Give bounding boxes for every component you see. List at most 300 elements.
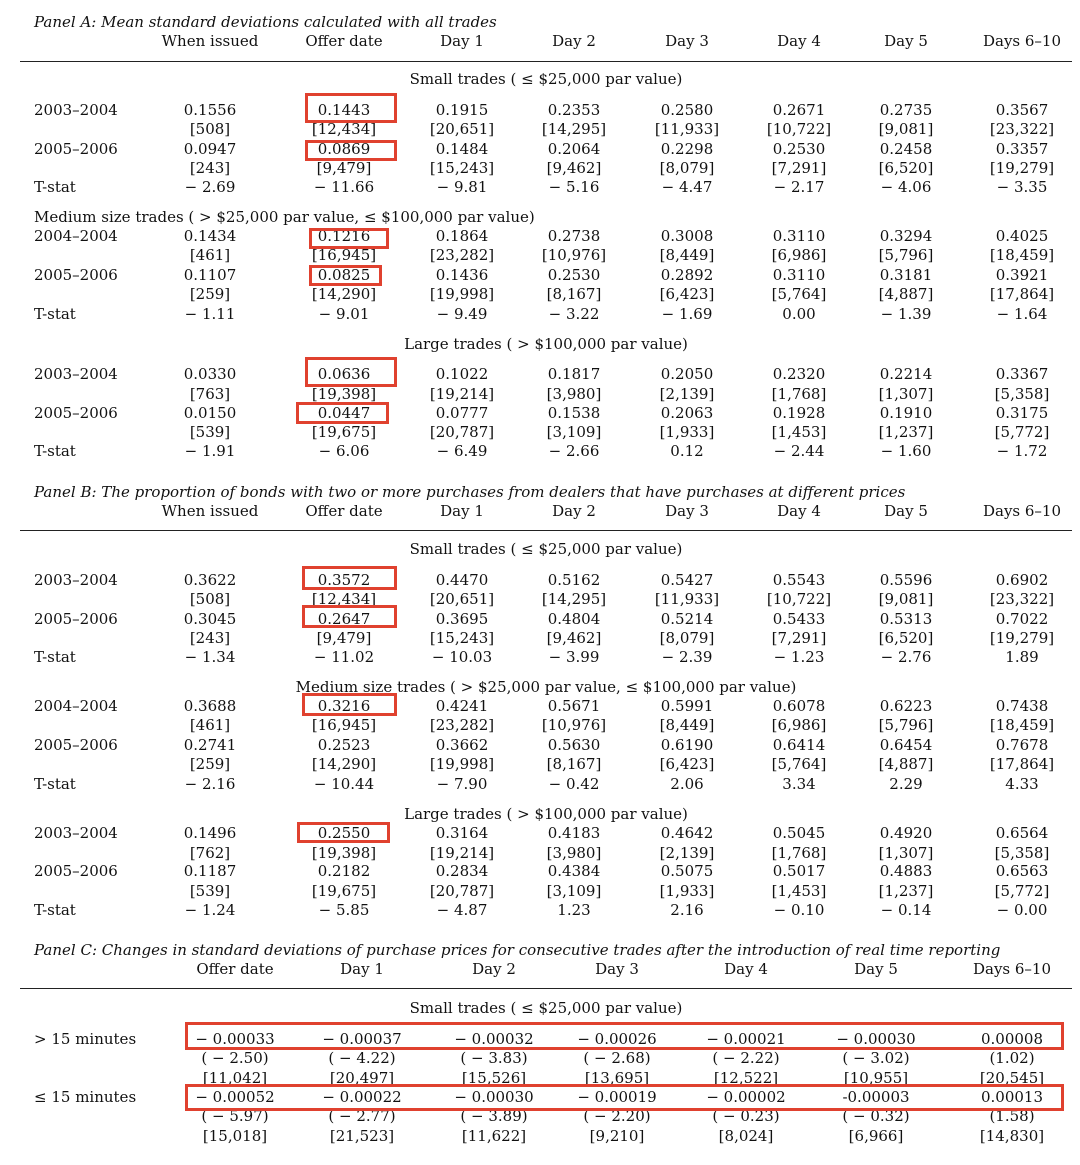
panel-a-cell: 0.0447 [317, 404, 371, 422]
panel-b-cell: [14,290] [311, 755, 377, 773]
panel-a-cell: [11,933] [654, 120, 720, 138]
panel-b-cell: 0.3216 [317, 697, 371, 715]
panel-b-cell: 0.4241 [435, 697, 489, 715]
panel-b-cell: [4,887] [878, 755, 934, 773]
panel-a-cell: [20,651] [429, 120, 495, 138]
panel-c-cell: ( − 2.22) [712, 1049, 780, 1067]
panel-b-cell: 0.5630 [547, 736, 601, 754]
panel-b-cell: 0.5991 [660, 697, 714, 715]
panel-b-row-label: 2005–2006 [34, 736, 118, 754]
panel-a-row-label: 2005–2006 [34, 140, 118, 158]
panel-b-title: Panel B: The proportion of bonds with two or more purchases from dealers that have purchases at different prices [34, 483, 906, 501]
panel-b-cell: 2.29 [889, 775, 923, 793]
panel-a-cell: [3,980] [546, 385, 602, 403]
panel-b-cell: [2,139] [659, 844, 715, 862]
highlight-box [185, 1022, 1064, 1050]
panel-a-cell: 0.1864 [435, 227, 489, 245]
panel-a-cell: 0.1538 [547, 404, 601, 422]
panel-b-cell: 0.6078 [772, 697, 826, 715]
panel-a-cell: 0.00 [782, 305, 816, 323]
panel-b-cell: 0.3164 [435, 824, 489, 842]
panel-b-cell: [10,976] [541, 716, 607, 734]
panel-b-cell: [5,358] [994, 844, 1050, 862]
panel-c-cell: ( − 2.77) [328, 1107, 396, 1125]
panel-a-cell: 0.0330 [183, 365, 237, 383]
panel-b-cell: − 0.00 [996, 901, 1048, 919]
panel-a-cell: [23,282] [429, 246, 495, 264]
panel-b-cell: [11,933] [654, 590, 720, 608]
panel-a-cell: [23,322] [989, 120, 1055, 138]
panel-a-cell: [5,358] [994, 385, 1050, 403]
panel-b-cell: 0.7438 [995, 697, 1049, 715]
panel-a-cell: − 3.35 [996, 178, 1048, 196]
panel-a-cell: − 6.06 [318, 442, 370, 460]
panel-a-cell: 0.0947 [183, 140, 237, 158]
panel-a-cell: [2,139] [659, 385, 715, 403]
panel-b-cell: [9,081] [878, 590, 934, 608]
panel-a-cell: − 2.44 [773, 442, 825, 460]
panel-c-cell: − 0.00022 [322, 1088, 402, 1106]
panel-a-cell: 0.1915 [435, 101, 489, 119]
panel-a-cell: 0.1022 [435, 365, 489, 383]
panel-c-cell: ( − 3.83) [460, 1049, 528, 1067]
panel-a-header-1: Offer date [305, 32, 383, 50]
panel-b-cell: 0.6902 [995, 571, 1049, 589]
panel-b-cell: 0.2834 [435, 862, 489, 880]
panel-a-header-0: When issued [161, 32, 259, 50]
panel-c-cell: ( − 4.22) [328, 1049, 396, 1067]
panel-a-cell: [7,291] [771, 159, 827, 177]
panel-c-top-rule [20, 988, 1072, 989]
panel-b-section-title: Small trades ( ≤ $25,000 par value) [409, 540, 683, 558]
panel-b-cell: 0.6414 [772, 736, 826, 754]
panel-b-cell: [19,998] [429, 755, 495, 773]
panel-b-cell: [1,768] [771, 844, 827, 862]
panel-b-cell: [23,282] [429, 716, 495, 734]
panel-b-cell: 0.5596 [879, 571, 933, 589]
panel-b-cell: [18,459] [989, 716, 1055, 734]
panel-b-cell: 0.7022 [995, 610, 1049, 628]
panel-b-cell: [19,279] [989, 629, 1055, 647]
panel-c-cell: ( − 5.97) [201, 1107, 269, 1125]
panel-b-row-label: 2004–2004 [34, 697, 118, 715]
panel-c-cell: ( − 0.32) [842, 1107, 910, 1125]
panel-a-cell: [19,998] [429, 285, 495, 303]
panel-b-cell: 0.7678 [995, 736, 1049, 754]
panel-c-cell: 0.00008 [980, 1030, 1044, 1048]
panel-a-cell: [4,887] [878, 285, 934, 303]
panel-c-cell: [21,523] [329, 1127, 395, 1145]
panel-c-row-label: > 15 minutes [34, 1030, 137, 1048]
panel-a-cell: 0.2063 [660, 404, 714, 422]
highlight-box [309, 228, 389, 249]
panel-c-header-3: Day 3 [595, 960, 639, 978]
panel-c-cell: [9,210] [589, 1127, 645, 1145]
panel-c-cell: [15,526] [461, 1069, 527, 1087]
panel-a-cell: 0.2530 [547, 266, 601, 284]
panel-c-cell: [12,522] [713, 1069, 779, 1087]
panel-a-cell: [17,864] [989, 285, 1055, 303]
panel-a-cell: − 9.01 [318, 305, 370, 323]
panel-b-cell: [20,787] [429, 882, 495, 900]
panel-a-cell: 0.2892 [660, 266, 714, 284]
panel-b-cell: [19,675] [311, 882, 377, 900]
panel-b-cell: [9,462] [546, 629, 602, 647]
panel-a-cell: − 1.91 [184, 442, 236, 460]
panel-b-cell: 0.2523 [317, 736, 371, 754]
panel-a-cell: 0.1107 [183, 266, 237, 284]
panel-b-cell: − 0.10 [773, 901, 825, 919]
panel-b-cell: 0.1496 [183, 824, 237, 842]
panel-b-cell: 0.5017 [772, 862, 826, 880]
panel-a-cell: 0.3181 [879, 266, 933, 284]
panel-a-cell: [5,764] [771, 285, 827, 303]
panel-a-cell: 0.0869 [317, 140, 371, 158]
panel-b-cell: − 1.34 [184, 648, 236, 666]
highlight-box [185, 1084, 1064, 1111]
panel-b-row-label: 2003–2004 [34, 824, 118, 842]
panel-c-cell: ( − 2.50) [201, 1049, 269, 1067]
panel-a-cell: [9,081] [878, 120, 934, 138]
panel-b-cell: [10,722] [766, 590, 832, 608]
panel-b-cell: 0.2647 [317, 610, 371, 628]
panel-a-cell: − 4.47 [661, 178, 713, 196]
panel-b-cell: 1.23 [557, 901, 591, 919]
panel-a-header-6: Day 5 [884, 32, 928, 50]
panel-a-cell: 0.3567 [995, 101, 1049, 119]
panel-a-cell: 0.2738 [547, 227, 601, 245]
panel-a-section-title: Large trades ( > $100,000 par value) [404, 335, 688, 353]
panel-c-cell: [13,695] [584, 1069, 650, 1087]
panel-b-cell: [12,434] [311, 590, 377, 608]
panel-b-cell: [5,796] [878, 716, 934, 734]
panel-b-header-3: Day 2 [552, 502, 596, 520]
panel-a-cell: [3,109] [546, 423, 602, 441]
panel-b-header-1: Offer date [305, 502, 383, 520]
panel-b-cell: 0.3572 [317, 571, 371, 589]
panel-a-cell: [10,976] [541, 246, 607, 264]
panel-b-cell: 0.6564 [995, 824, 1049, 842]
panel-a-cell: 0.1436 [435, 266, 489, 284]
panel-a-cell: 0.0150 [183, 404, 237, 422]
panel-b-cell: 0.5162 [547, 571, 601, 589]
panel-c-cell: − 0.00002 [706, 1088, 786, 1106]
panel-a-header-4: Day 3 [665, 32, 709, 50]
panel-c-header-0: Offer date [196, 960, 274, 978]
highlight-box [297, 822, 390, 843]
panel-b-cell: [1,307] [878, 844, 934, 862]
panel-a-cell: 0.2320 [772, 365, 826, 383]
panel-a-cell: 0.1443 [317, 101, 371, 119]
panel-a-row-label: 2005–2006 [34, 266, 118, 284]
panel-a-cell: [5,796] [878, 246, 934, 264]
panel-b-cell: [6,423] [659, 755, 715, 773]
panel-a-header-7: Days 6–10 [982, 32, 1062, 50]
panel-c-cell: ( − 0.23) [712, 1107, 780, 1125]
panel-b-cell: 0.5045 [772, 824, 826, 842]
panel-c-cell: − 0.00052 [195, 1088, 275, 1106]
panel-a-cell: [6,423] [659, 285, 715, 303]
panel-c-cell: [6,966] [848, 1127, 904, 1145]
panel-b-cell: 0.2741 [183, 736, 237, 754]
panel-b-cell: − 2.76 [880, 648, 932, 666]
panel-b-cell: [243] [189, 629, 231, 647]
panel-b-header-2: Day 1 [440, 502, 484, 520]
panel-a-cell: − 2.17 [773, 178, 825, 196]
panel-c-cell: ( − 2.68) [583, 1049, 651, 1067]
highlight-box [305, 140, 397, 161]
panel-b-row-label: 2005–2006 [34, 862, 118, 880]
panel-b-cell: − 10.44 [313, 775, 375, 793]
panel-a-cell: 0.4025 [995, 227, 1049, 245]
panel-a-cell: − 1.60 [880, 442, 932, 460]
panel-b-cell: 4.33 [1005, 775, 1039, 793]
panel-a-cell: [1,933] [659, 423, 715, 441]
panel-a-cell: 0.2064 [547, 140, 601, 158]
panel-b-cell: [19,214] [429, 844, 495, 862]
panel-c-cell: [11,042] [202, 1069, 268, 1087]
panel-a-row-label: 2004–2004 [34, 227, 118, 245]
panel-b-cell: [17,864] [989, 755, 1055, 773]
panel-c-title: Panel C: Changes in standard deviations of purchase prices for consecutive trades after the introduction of real time reporting [34, 941, 1001, 959]
panel-a-cell: [19,214] [429, 385, 495, 403]
panel-b-cell: [1,933] [659, 882, 715, 900]
panel-b-cell: 0.3662 [435, 736, 489, 754]
panel-a-cell: − 2.66 [548, 442, 600, 460]
panel-b-cell: 0.4642 [660, 824, 714, 842]
panel-a-top-rule [20, 61, 1072, 62]
panel-b-cell: 0.1187 [183, 862, 237, 880]
panel-c-header-2: Day 2 [472, 960, 516, 978]
panel-b-cell: − 0.42 [548, 775, 600, 793]
panel-a-section-title: Medium size trades ( > $25,000 par value, ≤ $100,000 par value) [34, 208, 535, 226]
panel-a-cell: 0.3110 [772, 227, 826, 245]
panel-b-cell: [5,772] [994, 882, 1050, 900]
panel-b-cell: [461] [189, 716, 231, 734]
panel-c-cell: ( − 3.02) [842, 1049, 910, 1067]
panel-b-cell: 0.5427 [660, 571, 714, 589]
panel-a-cell: 0.1434 [183, 227, 237, 245]
panel-a-cell: − 1.64 [996, 305, 1048, 323]
panel-c-cell: − 0.00026 [577, 1030, 657, 1048]
panel-a-cell: [16,945] [311, 246, 377, 264]
panel-b-cell: [19,398] [311, 844, 377, 862]
panel-b-cell: − 4.87 [436, 901, 488, 919]
panel-c-cell: -0.00003 [842, 1088, 910, 1106]
panel-c-cell: [14,830] [979, 1127, 1045, 1145]
panel-b-cell: 2.06 [670, 775, 704, 793]
panel-b-cell: 0.2550 [317, 824, 371, 842]
highlight-box [302, 605, 397, 628]
panel-b-cell: 0.3622 [183, 571, 237, 589]
panel-b-section-title: Large trades ( > $100,000 par value) [404, 805, 688, 823]
panel-a-cell: − 11.66 [313, 178, 375, 196]
panel-a-cell: − 9.49 [436, 305, 488, 323]
panel-b-cell: 0.4183 [547, 824, 601, 842]
panel-a-cell: − 1.39 [880, 305, 932, 323]
panel-a-cell: [1,237] [878, 423, 934, 441]
panel-a-header-5: Day 4 [777, 32, 821, 50]
panel-b-cell: − 0.14 [880, 901, 932, 919]
panel-a-cell: [243] [189, 159, 231, 177]
panel-a-row-label: 2003–2004 [34, 101, 118, 119]
panel-c-cell: [20,497] [329, 1069, 395, 1087]
panel-b-cell: [8,167] [546, 755, 602, 773]
panel-c-cell: − 0.00032 [454, 1030, 534, 1048]
panel-a-cell: 0.2735 [879, 101, 933, 119]
panel-b-cell: − 3.99 [548, 648, 600, 666]
highlight-box [296, 402, 389, 424]
panel-b-cell: [3,109] [546, 882, 602, 900]
panel-a-cell: 0.3921 [995, 266, 1049, 284]
panel-a-cell: 0.1928 [772, 404, 826, 422]
panel-c-cell: (1.58) [989, 1107, 1035, 1125]
panel-b-cell: 0.5214 [660, 610, 714, 628]
panel-b-cell: [23,322] [989, 590, 1055, 608]
panel-b-cell: − 2.39 [661, 648, 713, 666]
panel-a-cell: [14,295] [541, 120, 607, 138]
panel-a-cell: 0.1556 [183, 101, 237, 119]
panel-b-cell: 0.5433 [772, 610, 826, 628]
panel-a-cell: [12,434] [311, 120, 377, 138]
panel-b-cell: 0.5543 [772, 571, 826, 589]
highlight-box [305, 357, 397, 387]
panel-c-cell: (1.02) [989, 1049, 1035, 1067]
panel-b-cell: [16,945] [311, 716, 377, 734]
panel-c-cell: [8,024] [718, 1127, 774, 1145]
panel-a-cell: − 9.81 [436, 178, 488, 196]
panel-a-cell: 0.2530 [772, 140, 826, 158]
panel-c-cell: − 0.00030 [454, 1088, 534, 1106]
panel-b-row-label: 2005–2006 [34, 610, 118, 628]
panel-a-header-3: Day 2 [552, 32, 596, 50]
panel-a-cell: [15,243] [429, 159, 495, 177]
panel-b-cell: − 1.24 [184, 901, 236, 919]
panel-a-cell: − 1.69 [661, 305, 713, 323]
panel-a-cell: 0.2458 [879, 140, 933, 158]
panel-a-cell: 0.2298 [660, 140, 714, 158]
panel-c-cell: [20,545] [979, 1069, 1045, 1087]
panel-b-cell: 0.4883 [879, 862, 933, 880]
panel-b-cell: 0.3688 [183, 697, 237, 715]
panel-a-cell: 0.3008 [660, 227, 714, 245]
panel-a-cell: [19,398] [311, 385, 377, 403]
panel-b-cell: 0.6563 [995, 862, 1049, 880]
panel-b-cell: [3,980] [546, 844, 602, 862]
panel-c-cell: − 0.00037 [322, 1030, 402, 1048]
panel-a-title: Panel A: Mean standard deviations calculated with all trades [34, 13, 497, 31]
panel-b-cell: − 7.90 [436, 775, 488, 793]
panel-a-cell: 0.2353 [547, 101, 601, 119]
panel-c-cell: 0.00013 [980, 1088, 1044, 1106]
panel-a-cell: 0.3110 [772, 266, 826, 284]
panel-a-cell: [19,675] [311, 423, 377, 441]
panel-b-cell: [762] [189, 844, 231, 862]
panel-b-cell: [259] [189, 755, 231, 773]
panel-a-cell: [8,079] [659, 159, 715, 177]
panel-b-cell: [6,986] [771, 716, 827, 734]
panel-a-row-label: T-stat [34, 305, 76, 323]
panel-b-row-label: T-stat [34, 775, 76, 793]
panel-a-cell: [6,520] [878, 159, 934, 177]
panel-c-cell: − 0.00019 [577, 1088, 657, 1106]
panel-b-cell: 1.89 [1005, 648, 1039, 666]
panel-b-cell: 0.6223 [879, 697, 933, 715]
panel-b-top-rule [20, 530, 1072, 531]
panel-a-cell: 0.12 [670, 442, 704, 460]
panel-a-row-label: 2003–2004 [34, 365, 118, 383]
panel-c-cell: [10,955] [843, 1069, 909, 1087]
panel-b-cell: 0.5671 [547, 697, 601, 715]
panel-a-cell: [14,290] [311, 285, 377, 303]
panel-a-cell: − 4.06 [880, 178, 932, 196]
panel-b-header-6: Day 5 [884, 502, 928, 520]
panel-a-cell: [6,986] [771, 246, 827, 264]
panel-a-cell: − 1.11 [184, 305, 236, 323]
panel-a-cell: 0.1817 [547, 365, 601, 383]
panel-a-cell: [539] [189, 423, 231, 441]
panel-b-cell: − 11.02 [313, 648, 375, 666]
panel-b-section-title: Medium size trades ( > $25,000 par value, ≤ $100,000 par value) [295, 678, 797, 696]
panel-b-cell: 0.4470 [435, 571, 489, 589]
panel-b-cell: − 10.03 [431, 648, 493, 666]
panel-a-header-2: Day 1 [440, 32, 484, 50]
panel-b-cell: [6,520] [878, 629, 934, 647]
panel-b-cell: [1,237] [878, 882, 934, 900]
panel-a-cell: [8,167] [546, 285, 602, 303]
panel-a-cell: [8,449] [659, 246, 715, 264]
panel-a-cell: [508] [189, 120, 231, 138]
panel-b-cell: [8,079] [659, 629, 715, 647]
panel-b-header-0: When issued [161, 502, 259, 520]
panel-c-section-title: Small trades ( ≤ $25,000 par value) [409, 999, 683, 1017]
panel-a-row-label: 2005–2006 [34, 404, 118, 422]
panel-b-cell: − 5.85 [318, 901, 370, 919]
panel-b-cell: 0.4384 [547, 862, 601, 880]
panel-c-cell: − 0.00021 [706, 1030, 786, 1048]
panel-a-cell: 0.2580 [660, 101, 714, 119]
panel-b-cell: 2.16 [670, 901, 704, 919]
panel-b-cell: [7,291] [771, 629, 827, 647]
panel-a-cell: 0.3175 [995, 404, 1049, 422]
panel-b-cell: 0.2182 [317, 862, 371, 880]
panel-a-cell: [259] [189, 285, 231, 303]
highlight-box [302, 693, 397, 716]
panel-a-cell: [19,279] [989, 159, 1055, 177]
panel-a-cell: [1,768] [771, 385, 827, 403]
panel-b-header-7: Days 6–10 [982, 502, 1062, 520]
panel-b-cell: [20,651] [429, 590, 495, 608]
panel-b-row-label: T-stat [34, 648, 76, 666]
panel-a-cell: − 5.16 [548, 178, 600, 196]
panel-b-row-label: 2003–2004 [34, 571, 118, 589]
panel-c-header-5: Day 5 [854, 960, 898, 978]
panel-a-cell: 0.1910 [879, 404, 933, 422]
panel-a-cell: 0.3367 [995, 365, 1049, 383]
panel-a-cell: 0.2050 [660, 365, 714, 383]
panel-c-cell: [11,622] [461, 1127, 527, 1145]
panel-a-cell: [1,453] [771, 423, 827, 441]
highlight-box [309, 265, 382, 286]
panel-b-row-label: T-stat [34, 901, 76, 919]
highlight-box [302, 566, 397, 590]
panel-a-cell: − 1.72 [996, 442, 1048, 460]
panel-a-cell: [763] [189, 385, 231, 403]
panel-a-cell: 0.1216 [317, 227, 371, 245]
panel-a-cell: [18,459] [989, 246, 1055, 264]
panel-c-cell: − 0.00033 [195, 1030, 275, 1048]
panel-b-cell: [14,295] [541, 590, 607, 608]
